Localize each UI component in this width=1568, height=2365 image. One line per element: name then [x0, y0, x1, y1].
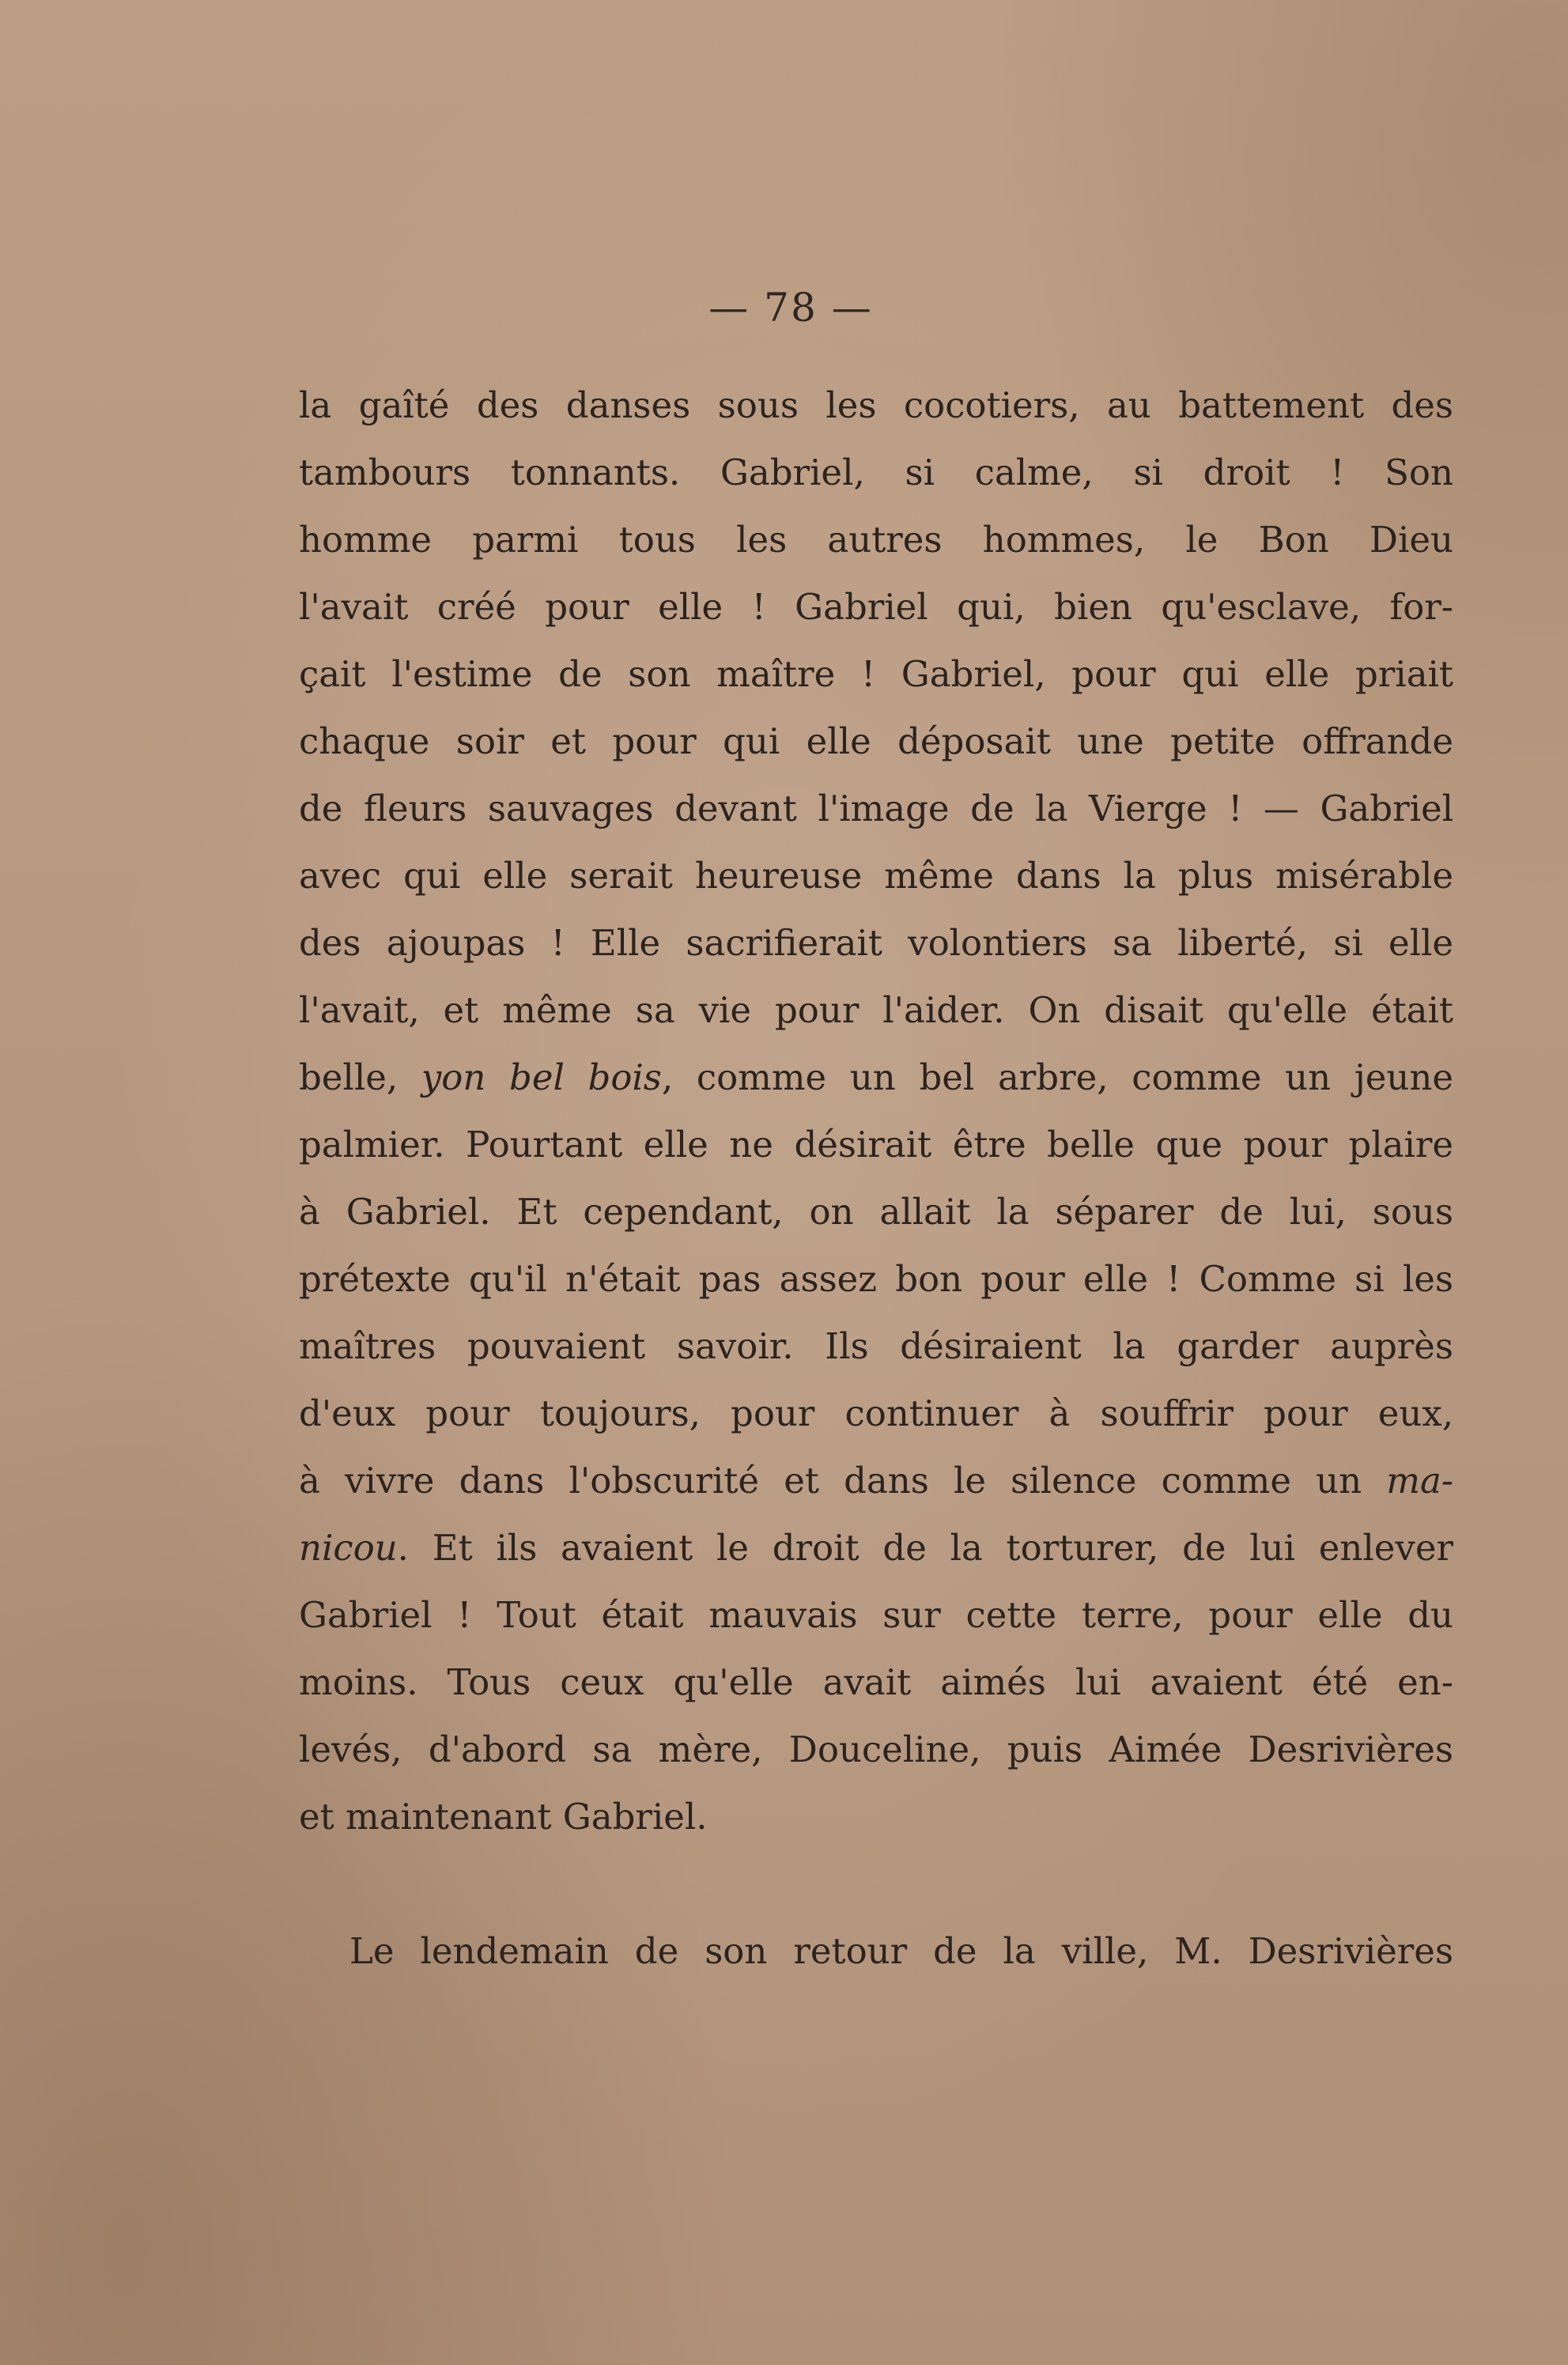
italic-word-part: nicou: [299, 1527, 398, 1569]
text-line: çait l'estime de son maître ! Gabriel, pour qui elle priait: [299, 653, 1453, 695]
text-line: des ajoupas ! Elle sacrifierait volontiers sa liberté, si elle: [299, 922, 1453, 964]
text-line: la gaîté des danses sous les cocotiers, au battement des: [299, 384, 1453, 426]
text-line: homme parmi tous les autres hommes, le Bon Dieu: [299, 519, 1453, 561]
text-line-with-italic: [299, 1447, 1453, 1514]
text-line: chaque soir et pour qui elle déposait une petite offrande: [299, 720, 1453, 762]
page-number: — 78 —: [708, 285, 873, 331]
text-segment: belle,: [299, 1056, 421, 1098]
text-line: l'avait créé pour elle ! Gabriel qui, bien qu'esclave, for-: [299, 586, 1453, 628]
text-segment: , comme un bel arbre, comme un jeune: [661, 1056, 1453, 1098]
text-line: maîtres pouvaient savoir. Ils désiraient la garder auprès: [299, 1325, 1453, 1367]
text-line: Le lendemain de son retour de la ville, M. Desrivières: [349, 1930, 1453, 1972]
text-line: à Gabriel. Et cependant, on allait la séparer de lui, sous: [299, 1191, 1453, 1233]
text-line: Gabriel ! Tout était mauvais sur cette terre, pour elle du: [299, 1594, 1453, 1636]
text-segment: à vivre dans l'obscurité et dans le silence comme un: [299, 1460, 1387, 1502]
text-line: d'eux pour toujours, pour continuer à souffrir pour eux,: [299, 1392, 1453, 1434]
body-text: [299, 372, 1453, 1985]
text-line: et maintenant Gabriel.: [299, 1796, 708, 1838]
text-line: palmier. Pourtant elle ne désirait être belle que pour plaire: [299, 1124, 1453, 1165]
text-line-with-italic: [299, 1514, 1453, 1581]
paragraph-1: [299, 372, 1453, 1850]
paragraph-2: [299, 1917, 1453, 1985]
paragraph-break: [299, 1850, 1453, 1917]
text-line: avec qui elle serait heureuse même dans la plus misérable: [299, 855, 1453, 897]
text-line-with-italic: [299, 1044, 1453, 1111]
text-line: levés, d'abord sa mère, Douceline, puis Aimée Desrivières: [299, 1728, 1453, 1770]
text-line: moins. Tous ceux qu'elle avait aimés lui avaient été en-: [299, 1661, 1453, 1703]
italic-creole-phrase: yon bel bois: [421, 1056, 662, 1098]
text-line: de fleurs sauvages devant l'image de la Vierge ! — Gabriel: [299, 788, 1453, 829]
italic-word-part: ma-: [1386, 1460, 1453, 1502]
text-segment: . Et ils avaient le droit de la torturer, de lui enlever: [397, 1527, 1453, 1569]
text-line: prétexte qu'il n'était pas assez bon pour elle ! Comme si les: [299, 1258, 1453, 1300]
text-line: tambours tonnants. Gabriel, si calme, si droit ! Son: [299, 451, 1453, 493]
text-line: l'avait, et même sa vie pour l'aider. On disait qu'elle était: [299, 989, 1453, 1031]
